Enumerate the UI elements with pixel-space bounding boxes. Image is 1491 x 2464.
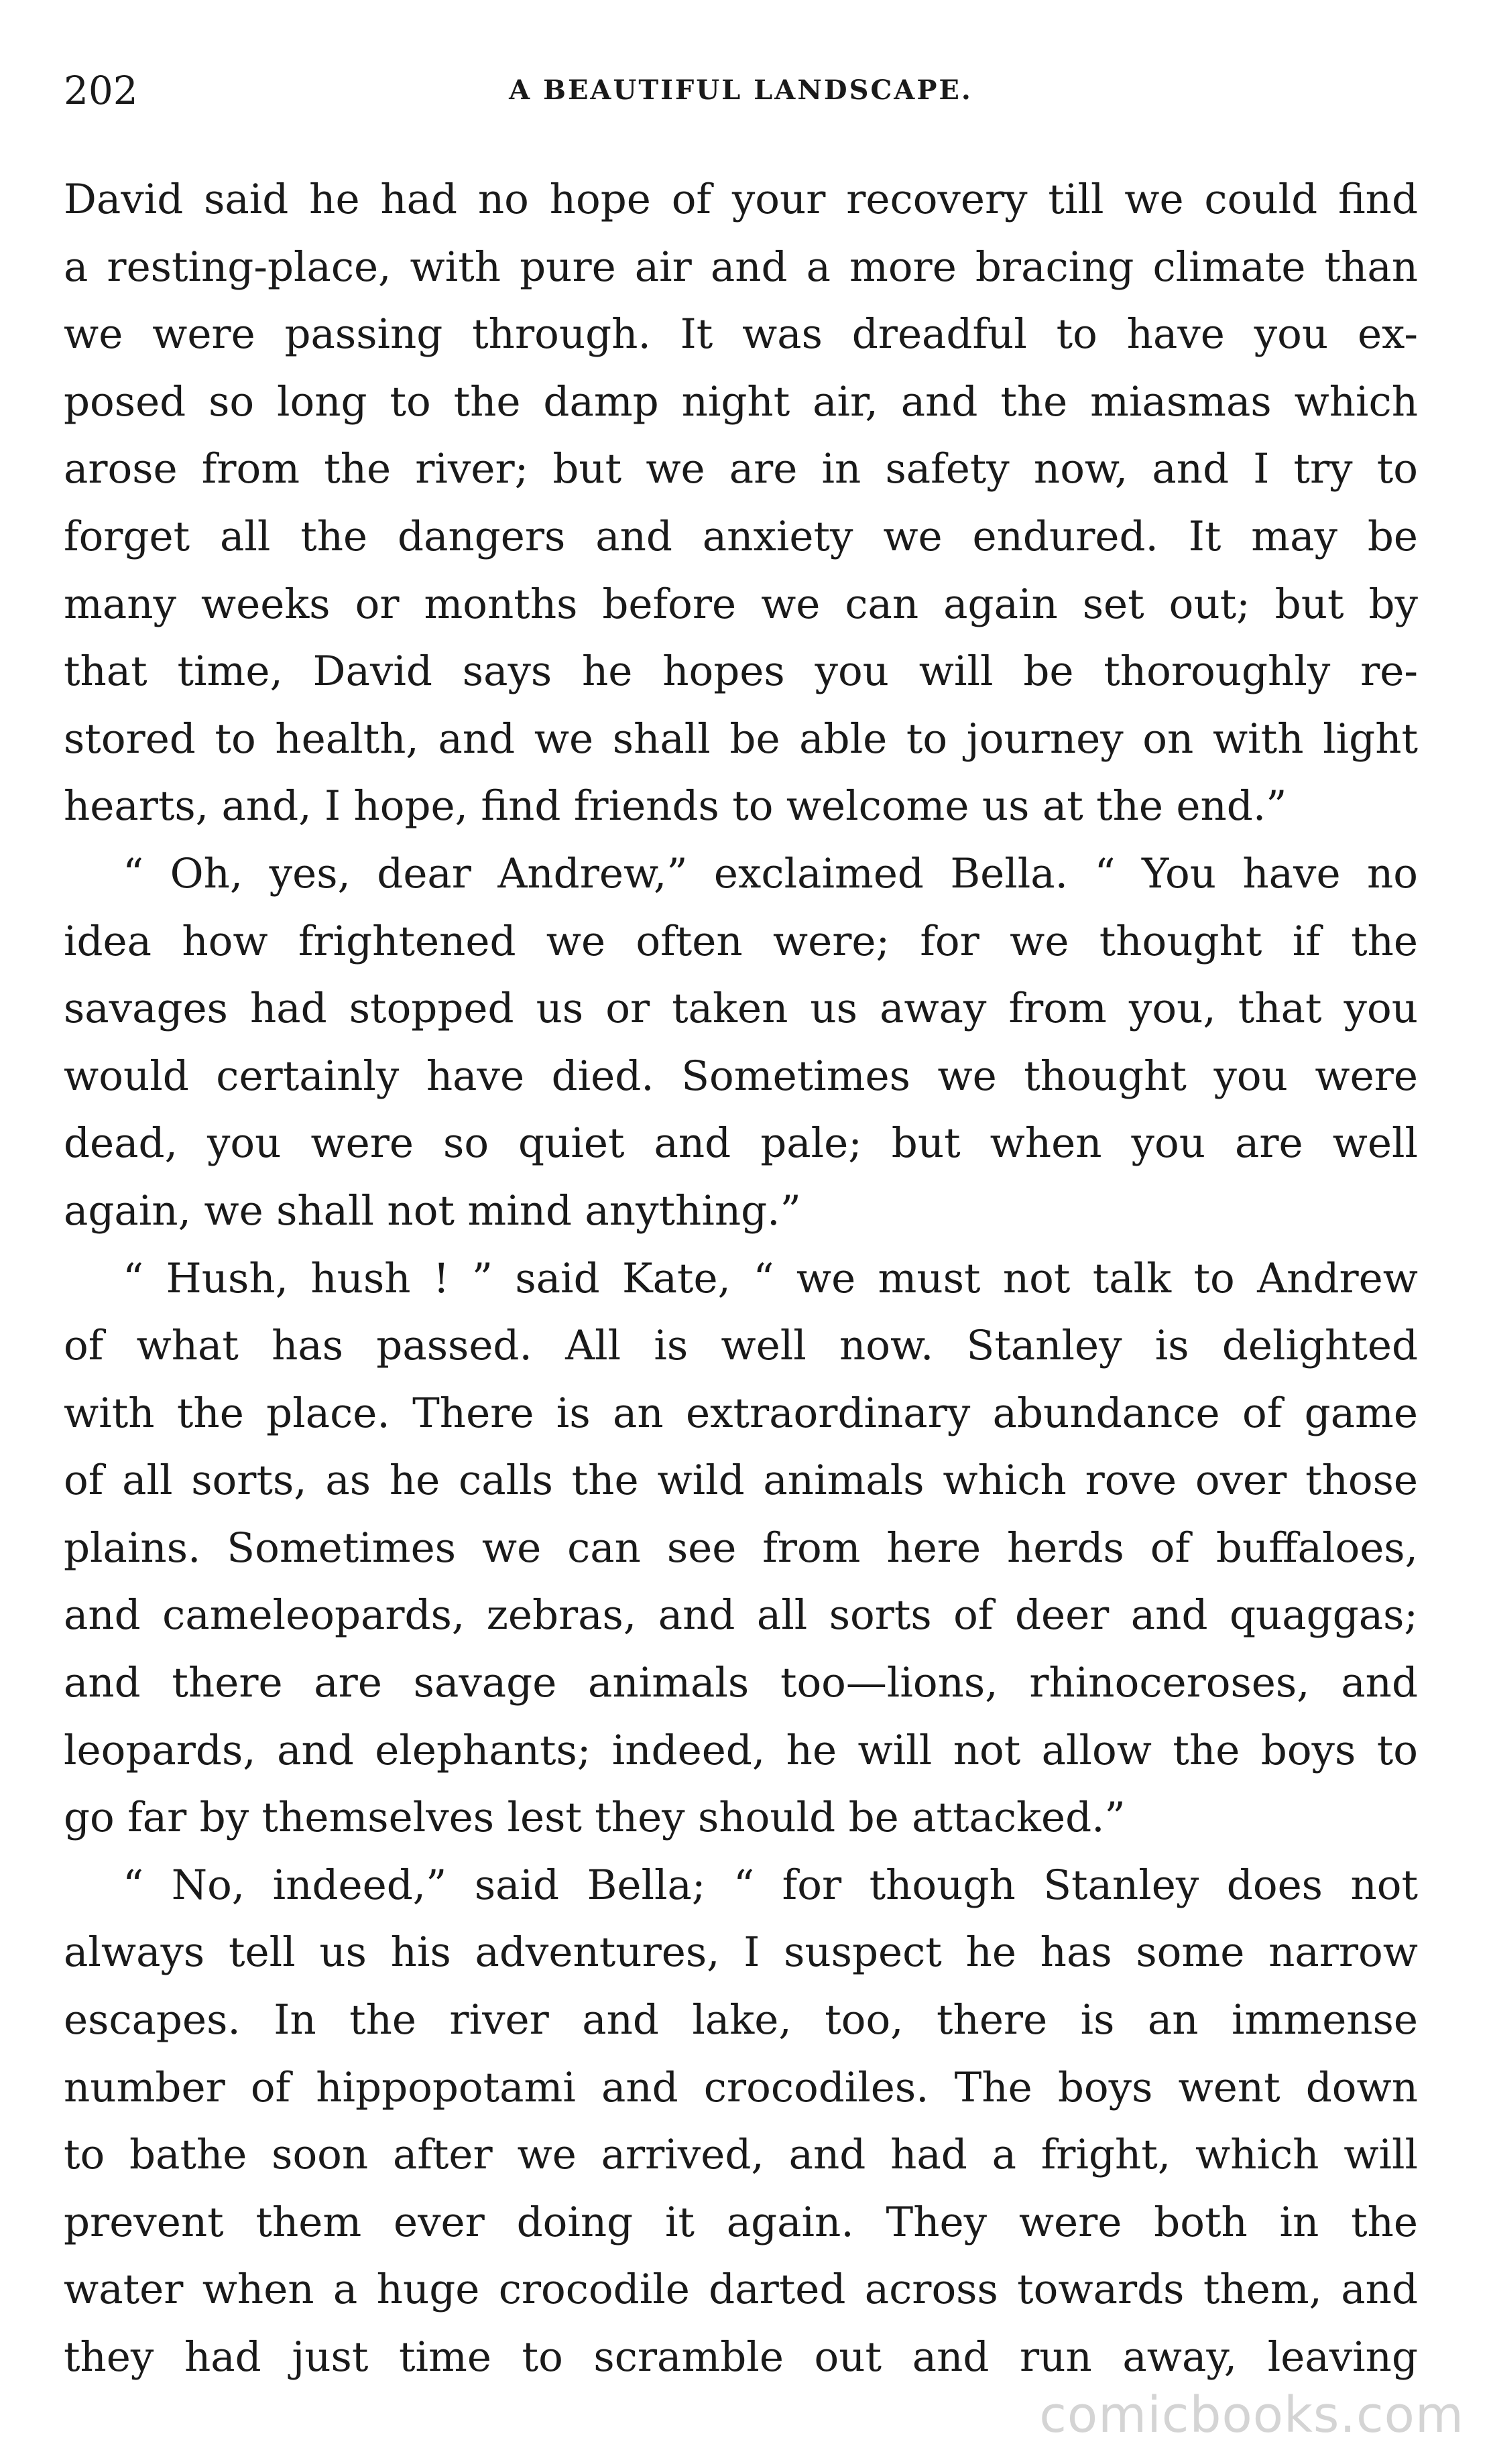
text-line: leopards, and elephants; indeed, he will not allow the boys to <box>64 1726 1418 1774</box>
text-line: a resting-place, with pure air and a more bracing climate than <box>64 243 1418 291</box>
text-line: prevent them ever doing it again. They were both in the <box>64 2198 1418 2246</box>
text-line: we were passing through. It was dreadful to have you ex- <box>64 310 1418 359</box>
text-line: and there are savage animals too—lions, rhinoceroses, and <box>64 1659 1418 1707</box>
text-line: dead, you were so quiet and pale; but when you are well <box>64 1119 1418 1168</box>
text-line: with the place. There is an extraordinary abundance of game <box>64 1389 1418 1437</box>
text-line: “ No, indeed,” said Bella; “ for though Stanley does not <box>123 1861 1418 1909</box>
page-header <box>64 64 1418 117</box>
body-text <box>64 166 1418 2392</box>
text-line: go far by themselves lest they should be attacked.” <box>64 1794 1126 1842</box>
text-line: escapes. In the river and lake, too, there is an immense <box>64 1996 1418 2044</box>
text-line: posed so long to the damp night air, and the miasmas which <box>64 377 1418 426</box>
text-line: hearts, and, I hope, find friends to welcome us at the end.” <box>64 782 1287 830</box>
text-line: plains. Sometimes we can see from here herds of buffaloes, <box>64 1524 1418 1572</box>
text-line: of what has passed. All is well now. Stanley is delighted <box>64 1322 1418 1370</box>
text-line: that time, David says he hopes you will be thoroughly re- <box>64 648 1418 696</box>
text-line: number of hippopotami and crocodiles. The boys went down <box>64 2063 1418 2111</box>
text-line: they had just time to scramble out and run away, leaving <box>64 2333 1418 2381</box>
text-line: idea how frightened we often were; for we thought if the <box>64 917 1418 965</box>
text-line: David said he had no hope of your recovery till we could find <box>64 176 1418 223</box>
text-line: arose from the river; but we are in safety now, and I try to <box>64 445 1418 493</box>
text-line: many weeks or months before we can again set out; but by <box>64 580 1418 628</box>
text-line: to bathe soon after we arrived, and had a fright, which will <box>64 2131 1418 2179</box>
text-line: stored to health, and we shall be able to journey on with light <box>64 715 1418 763</box>
watermark-logo: comicbooks.com <box>1039 2386 1464 2444</box>
text-line: of all sorts, as he calls the wild animals which rove over those <box>64 1457 1418 1505</box>
text-line: again, we shall not mind anything.” <box>64 1186 801 1235</box>
text-line: would certainly have died. Sometimes we thought you were <box>64 1052 1418 1100</box>
text-line: forget all the dangers and anxiety we endured. It may be <box>64 512 1418 560</box>
text-line: “ Oh, yes, dear Andrew,” exclaimed Bella. “ You have no <box>123 849 1418 898</box>
running-title: A BEAUTIFUL LANDSCAPE. <box>509 74 973 106</box>
page-number: 202 <box>64 68 138 113</box>
text-line: always tell us his adventures, I suspect he has some narrow <box>64 1928 1418 1977</box>
text-line: “ Hush, hush ! ” said Kate, “ we must not talk to Andrew <box>123 1254 1418 1302</box>
text-line: and cameleopards, zebras, and all sorts of deer and quaggas; <box>64 1591 1418 1640</box>
text-line: water when a huge crocodile darted across towards them, and <box>64 2266 1418 2314</box>
text-line: savages had stopped us or taken us away from you, that you <box>64 985 1418 1033</box>
